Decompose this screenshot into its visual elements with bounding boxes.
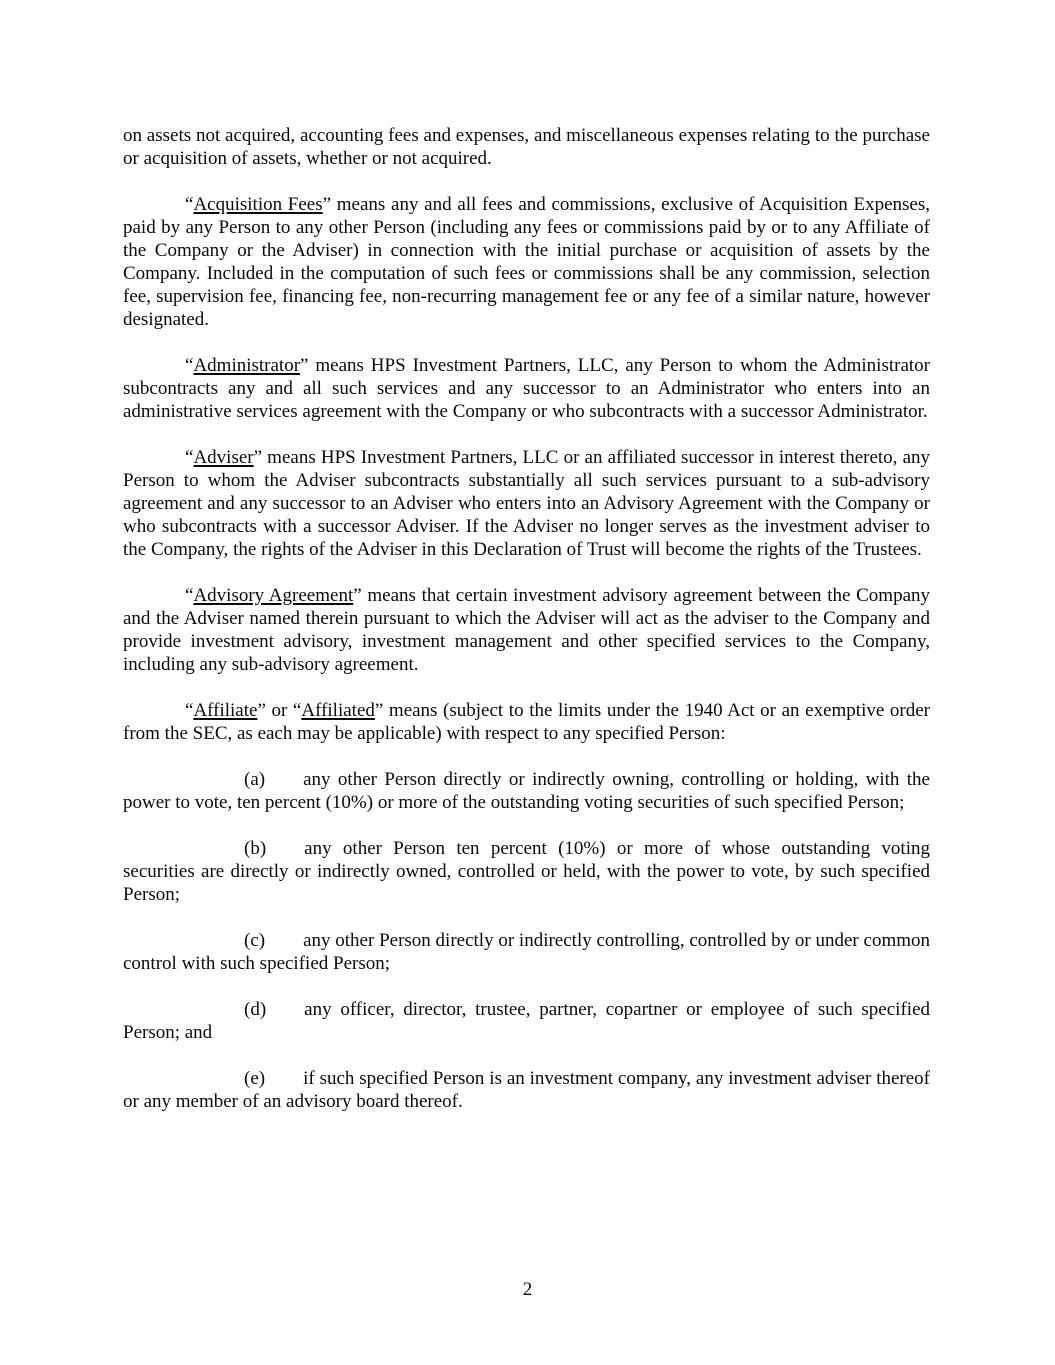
paragraph bbox=[123, 124, 930, 170]
list-item bbox=[123, 998, 930, 1044]
text-run: ” means that certain investment advisory agreement between the Company and the Adviser named therein pursuant to which the Adviser will act as the adviser to the Company and provide investment advisory, investment management and other specified services to the Company, including any sub-advisory agreement. bbox=[123, 585, 931, 675]
document-body bbox=[123, 124, 930, 1136]
defined-term: Affiliate bbox=[193, 700, 258, 721]
defined-term: Acquisition Fees bbox=[193, 194, 323, 215]
definition-paragraph bbox=[123, 354, 930, 423]
text-run: “ bbox=[185, 700, 194, 721]
text-run: on assets not acquired, accounting fees and expenses, and miscellaneous expenses relating to the purchase or acquisition of assets, whether or not acquired. bbox=[123, 125, 930, 169]
definition-paragraph bbox=[123, 193, 930, 331]
text-run: if such specified Person is an investment company, any investment adviser thereof or any member of an advisory board thereof. bbox=[123, 1068, 930, 1112]
definition-paragraph bbox=[123, 584, 930, 676]
defined-term: Administrator bbox=[193, 355, 301, 376]
text-run: “ bbox=[185, 585, 194, 606]
definition-paragraph bbox=[123, 699, 930, 745]
text-run: ” means (subject to the limits under the 1940 Act or an exemptive order from the SEC, as each may be applicable) with respect to any specified Person: bbox=[123, 700, 930, 744]
list-item bbox=[123, 1067, 930, 1113]
text-run: “ bbox=[185, 447, 194, 468]
list-item-label: (c) bbox=[244, 930, 266, 951]
text-run: “ bbox=[185, 355, 194, 376]
list-item bbox=[123, 837, 930, 906]
text-run: “ bbox=[185, 194, 194, 215]
text-run: ” means HPS Investment Partners, LLC or an affiliated successor in interest thereto, any Person to whom the Adviser subcontracts substantially all such services pursuant to a sub-advisory agreement and any successor to an Adviser who enters into an Advisory Agreement with the Company or who subcontracts with a successor Adviser. If the Adviser no longer serves as the investment adviser to the Company, the rights of the Adviser in this Declaration of Trust will become the rights of the Trustees. bbox=[123, 447, 930, 560]
definition-paragraph bbox=[123, 446, 930, 561]
text-run: any other Person ten percent (10%) or more of whose outstanding voting securities are directly or indirectly owned, controlled or held, with the power to vote, by such specified Person; bbox=[123, 838, 930, 905]
text-run: ” or “ bbox=[257, 700, 302, 721]
text-run: ” means any and all fees and commissions, exclusive of Acquisition Expenses, paid by any Person to any other Person (including any fees or commissions paid by or to any Affiliate of the Company or the Adviser) in connection with the initial purchase or acquisition of assets by the Company. Included in the computation of such fees or commissions shall be any commission, selection fee, supervision fee, financing fee, non-recurring management fee or any fee of a similar nature, however designated. bbox=[123, 194, 930, 330]
list-item-label: (d) bbox=[244, 999, 267, 1020]
defined-term: Advisory Agreement bbox=[193, 585, 354, 606]
text-run: ” means HPS Investment Partners, LLC, any Person to whom the Administrator subcontracts any and all such services and any successor to an Administrator who enters into an administrative services agreement with the Company or who subcontracts with a successor Administrator. bbox=[123, 355, 930, 422]
text-run: any other Person directly or indirectly owning, controlling or holding, with the power to vote, ten percent (10%) or more of the outstanding voting securities of such specified Person; bbox=[123, 769, 930, 813]
text-run: any other Person directly or indirectly controlling, controlled by or under common control with such specified Person; bbox=[123, 930, 930, 974]
defined-term: Affiliated bbox=[301, 700, 375, 721]
text-run: any officer, director, trustee, partner, copartner or employee of such specified Person; and bbox=[123, 999, 930, 1043]
list-item-label: (a) bbox=[244, 769, 266, 790]
list-item bbox=[123, 768, 930, 814]
list-item-label: (b) bbox=[244, 838, 267, 859]
defined-term: Adviser bbox=[193, 447, 254, 468]
page-number: 2 bbox=[522, 1279, 533, 1300]
list-item bbox=[123, 929, 930, 975]
list-item-label: (e) bbox=[244, 1068, 266, 1089]
